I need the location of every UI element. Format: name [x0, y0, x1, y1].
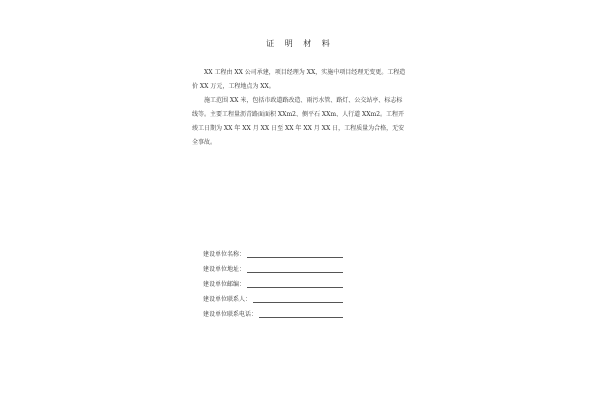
contact-fields: [203, 244, 343, 319]
field-unit-contact: [203, 289, 343, 303]
field-label: 建设单位名称：: [203, 251, 246, 258]
document-body: [192, 66, 406, 150]
field-unit-phone: [203, 304, 343, 318]
field-unit-postcode: [203, 274, 343, 288]
field-label: 建设单位联系电话：: [203, 311, 258, 318]
blank-line: [253, 294, 343, 303]
document-title: 证 明 材 料: [266, 39, 334, 48]
blank-line: [247, 279, 343, 288]
blank-line: [247, 249, 343, 258]
paragraph-project-info: XX 工程由 XX 公司承建，项目经理为 XX，实施中项目经理无变更。工程造价 XX 万元，工程地点为 XX。: [192, 69, 406, 90]
paragraph-construction-scope: 施工范围 XX 米，包括市政道路改造、雨污水管、路灯、公交站亭、标志标线等。主要工程量沥青路面面积 XXm2、侧平石 XXm、人行道 XXm2。工程开竣工日期为 XX 年 XX 月 XX 日至 XX 年 XX 月 XX 日，工程质量为合格，无安全事故。: [192, 97, 405, 146]
field-label: 建设单位联系人：: [203, 296, 252, 303]
field-unit-address: [203, 259, 343, 273]
field-label: 建设单位邮编：: [203, 281, 246, 288]
blank-line: [259, 309, 343, 318]
field-label: 建设单位地址：: [203, 266, 246, 273]
field-unit-name: [203, 244, 343, 258]
blank-line: [247, 264, 343, 273]
